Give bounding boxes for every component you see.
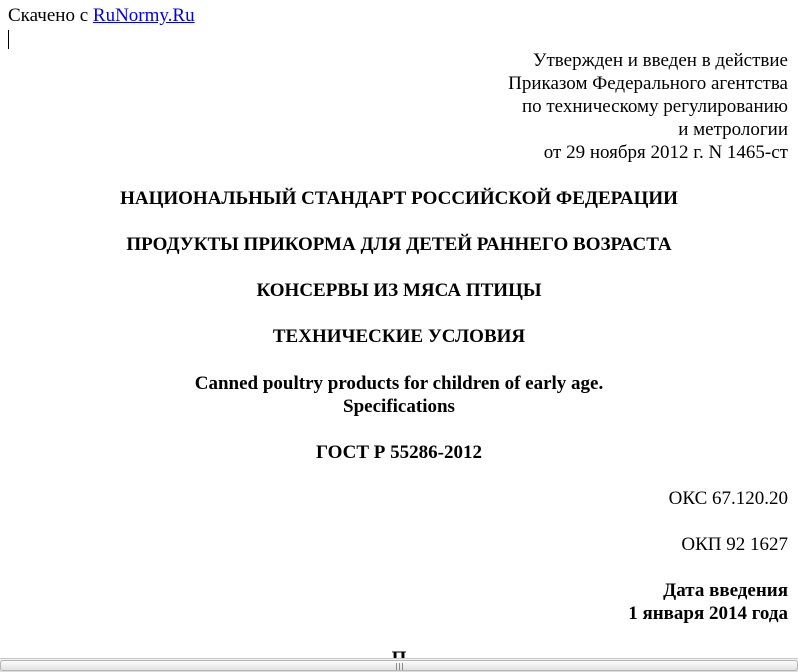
national-standard-title: НАЦИОНАЛЬНЫЙ СТАНДАРТ РОССИЙСКОЙ ФЕДЕРАЦИИ <box>120 188 678 209</box>
approval-line-1: Утвержден и введен в действие <box>533 50 788 71</box>
approval-line-4: и метрологии <box>678 119 788 140</box>
downloaded-prefix: Скачено с <box>8 5 93 26</box>
intro-date-label: Дата введения <box>663 580 788 601</box>
canned-title: КОНСЕРВЫ ИЗ МЯСА ПТИЦЫ <box>256 280 542 301</box>
gost-number: ГОСТ Р 55286-2012 <box>316 442 482 463</box>
oks-code: ОКС 67.120.20 <box>668 488 788 509</box>
english-title-line-2: Specifications <box>343 396 455 417</box>
runormy-link[interactable]: RuNormy.Ru <box>92 5 195 26</box>
text-cursor <box>8 30 9 49</box>
english-title-line-1: Canned poultry products for children of early age. <box>194 373 604 394</box>
scrollbar-thumb[interactable] <box>0 660 798 671</box>
okp-code: ОКП 92 1627 <box>681 534 788 555</box>
scrollbar-grip-icon <box>395 663 405 670</box>
download-source-line <box>8 5 195 27</box>
horizontal-scrollbar[interactable] <box>0 658 798 672</box>
approval-line-3: по техническому регулированию <box>521 96 788 117</box>
tech-conditions-title: ТЕХНИЧЕСКИЕ УСЛОВИЯ <box>272 326 526 347</box>
intro-date-value: 1 января 2014 года <box>628 603 788 624</box>
approval-line-2: Приказом Федерального агентства <box>508 73 788 94</box>
approval-line-5: от 29 ноября 2012 г. N 1465-ст <box>543 142 788 163</box>
products-title: ПРОДУКТЫ ПРИКОРМА ДЛЯ ДЕТЕЙ РАННЕГО ВОЗРАСТА <box>126 234 672 255</box>
